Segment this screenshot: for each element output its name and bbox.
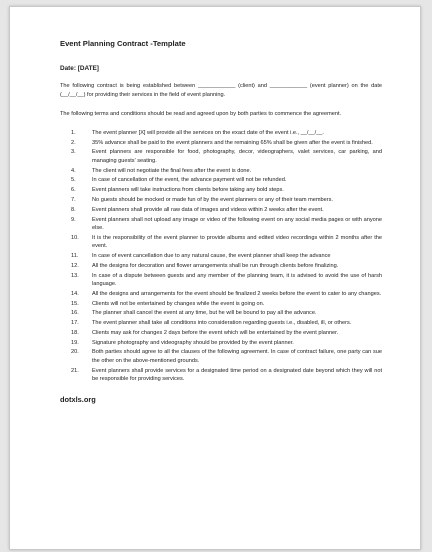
term-number: 8.	[71, 206, 76, 213]
term-number: 7.	[71, 196, 76, 203]
term-number: 2.	[71, 139, 76, 146]
term-item	[60, 196, 382, 204]
term-number: 17.	[71, 320, 79, 327]
document-page	[9, 6, 421, 550]
term-text: Event planners shall provide all raw data of images and videos within 2 weeks after the event.	[92, 206, 324, 213]
term-text: Event planners shall not upload any image or video of the following event on any social media pages or with anyone else.	[92, 216, 382, 231]
term-item	[60, 148, 382, 165]
term-number: 3.	[71, 149, 76, 156]
term-text: In case of event cancellation due to any natural cause, the event planner shall keep the advance	[92, 252, 331, 259]
term-text: In case of cancellation of the event, the advance payment will not be refunded.	[92, 177, 287, 184]
term-text: The planner shall cancel the event at any time, but he will be bound to pay all the advance.	[92, 310, 317, 317]
term-text: Event planners will take instructions from clients before taking any bold steps.	[92, 187, 284, 194]
term-item	[60, 139, 382, 147]
term-text: All the designs for decoration and flower arrangements shall be run through clients before finalizing.	[92, 262, 339, 269]
term-number: 1.	[71, 129, 76, 136]
term-item	[60, 300, 382, 308]
term-item	[60, 348, 382, 365]
term-number: 12.	[71, 262, 79, 269]
term-item	[60, 234, 382, 251]
term-item	[60, 309, 382, 317]
term-text: The client will not negotiate the final fees after the event is done.	[92, 167, 252, 174]
term-item	[60, 339, 382, 347]
term-item	[60, 186, 382, 194]
term-text: Signature photography and videography should be provided by the event planner.	[92, 339, 294, 346]
term-text: It is the responsibility of the event planner to provide albums and edited video recordings within 2 months after the event.	[92, 234, 382, 250]
term-number: 19.	[71, 339, 79, 346]
term-number: 15.	[71, 300, 79, 307]
term-number: 13.	[71, 272, 79, 279]
intro-paragraph: The following contract is being established between ____________ (client) and ____________ (event planner) on the date (__/__/__) for providing their services in the field of event planning.	[60, 83, 382, 98]
term-text: Clients will not be entertained by changes while the event is going on.	[92, 300, 265, 307]
date-label: Date: [DATE]	[60, 65, 99, 72]
term-text: Event planners are responsible for food, photography, decor, videographers, valet services, car parking, and managing guests' seating.	[92, 149, 382, 164]
term-text: All the designs and arrangements for the event should be finalized 2 weeks before the event to cater to any changes.	[92, 290, 382, 297]
term-number: 18.	[71, 329, 79, 336]
term-number: 21.	[71, 367, 79, 374]
term-item	[60, 329, 382, 337]
term-number: 14.	[71, 290, 79, 297]
term-number: 9.	[71, 216, 76, 223]
term-text: Event planners shall provide services for a designated time period on a designated date beyond which they will not be responsible for providing services.	[92, 367, 382, 383]
term-item	[60, 367, 382, 384]
term-item	[60, 206, 382, 214]
term-number: 16.	[71, 310, 79, 317]
term-number: 4.	[71, 167, 76, 174]
term-text: Clients may ask for changes 2 days before the event which will be entertained by the event planner.	[92, 329, 339, 336]
term-item	[60, 262, 382, 270]
terms-list	[60, 129, 382, 384]
term-number: 6.	[71, 187, 76, 194]
term-item	[60, 319, 382, 327]
brand-footer: dotxls.org	[60, 394, 96, 404]
term-item	[60, 129, 382, 137]
terms-intro-paragraph: The following terms and conditions should be read and agreed upon by both parties to commence the agreement.	[60, 110, 342, 117]
term-number: 11.	[71, 252, 79, 259]
term-item	[60, 216, 382, 233]
term-item	[60, 176, 382, 184]
term-number: 5.	[71, 177, 76, 184]
term-number: 20.	[71, 349, 79, 356]
term-text: 35% advance shall be paid to the event planners and the remaining 65% shall be given after the event is finished.	[92, 139, 373, 146]
document-title: Event Planning Contract -Template	[60, 39, 186, 48]
term-text: The event planner shall take all conditions into consideration regarding guests i.e., disabled, ill, or others.	[92, 320, 352, 327]
term-text: Both parties should agree to all the clauses of the following agreement. In case of contract failure, one party can sue the other on the above-mentioned grounds.	[92, 349, 382, 364]
term-text: The event planner [X] will provide all the services on the exact date of the event i.e., __/__/__.	[92, 129, 324, 136]
term-item	[60, 252, 382, 260]
term-item	[60, 167, 382, 175]
term-text: No guests should be mocked or made fun of by the event planners or any of their team members.	[92, 196, 333, 203]
term-item	[60, 272, 382, 289]
term-item	[60, 290, 382, 298]
document-content	[60, 39, 382, 404]
term-text: In case of a dispute between guests and any member of the planning team, it is advised to avoid the use of harsh language.	[92, 272, 382, 287]
term-number: 10.	[71, 234, 79, 241]
